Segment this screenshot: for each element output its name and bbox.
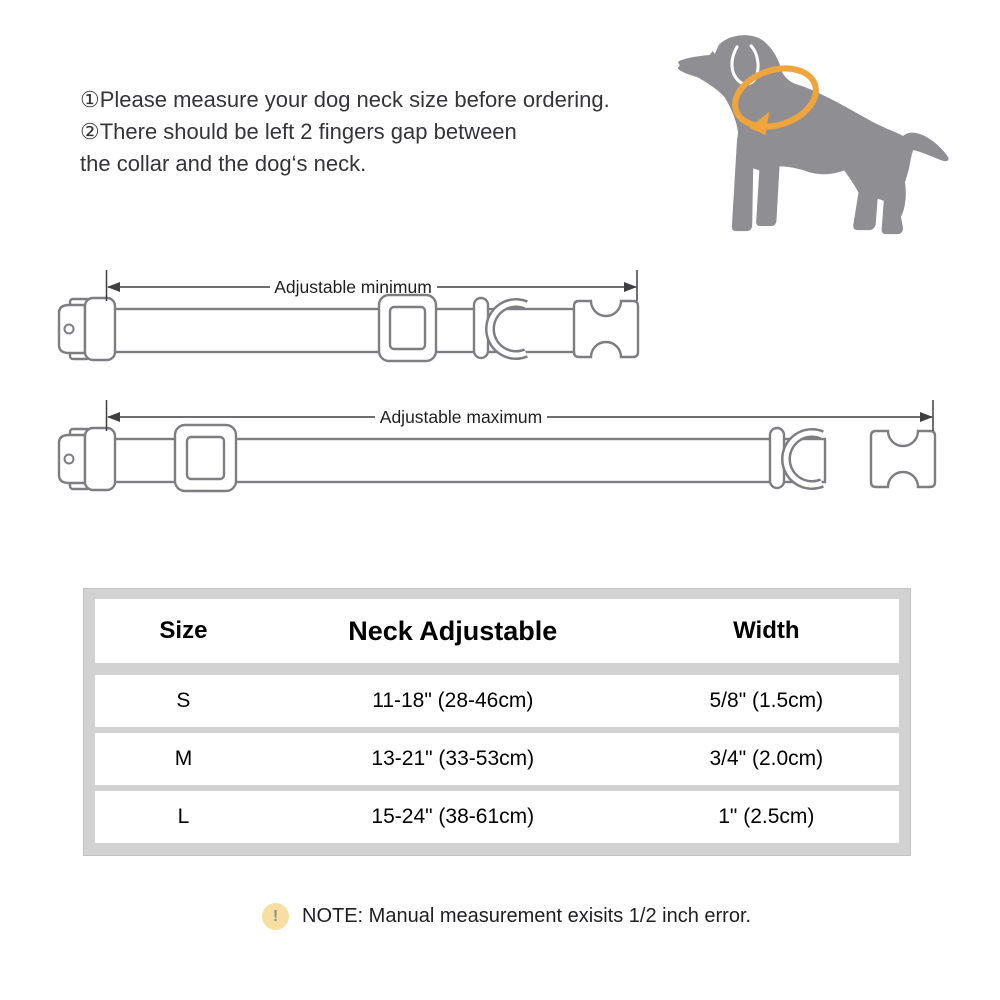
cell-neck: 15-24" (38-61cm) [371, 805, 535, 828]
dog-body [677, 35, 948, 234]
dimension-label-maximum: Adjustable maximum [379, 407, 543, 427]
instruction-step-2: ②There should be left 2 fingers gap between [80, 119, 517, 144]
slider-inner [187, 437, 224, 479]
exclamation-icon: ! [262, 903, 289, 930]
measurement-note [262, 903, 751, 930]
size-chart-table [83, 588, 911, 856]
buckle-hole [65, 455, 74, 464]
cell-width: 3/4" (2.0cm) [709, 747, 824, 770]
table-row-m [95, 733, 899, 785]
table-header-row [95, 599, 899, 663]
dog-figure [652, 18, 986, 262]
arrowhead-left-icon [107, 282, 120, 292]
strap-end-cap [85, 298, 115, 360]
arrowhead-right-icon [920, 412, 933, 422]
arrowhead-left-icon [107, 412, 120, 422]
note-text: NOTE: Manual measurement exisits 1/2 inch error. [302, 905, 752, 927]
collar-diagram-minimum [55, 262, 655, 372]
table-row-s [95, 675, 899, 727]
table-row-l [95, 791, 899, 843]
dog-silhouette-icon [652, 18, 986, 262]
buckle-male [871, 431, 935, 487]
cell-width: 1" (2.5cm) [718, 805, 815, 828]
dimension-label-minimum: Adjustable minimum [274, 277, 432, 297]
collar-strap [111, 309, 579, 352]
measuring-instructions [80, 84, 690, 180]
arrowhead-right-icon [624, 282, 637, 292]
cell-width: 5/8" (1.5cm) [709, 689, 824, 712]
buckle-hole [65, 325, 74, 334]
cell-neck: 11-18" (28-46cm) [372, 689, 534, 712]
strap-end-cap [85, 428, 115, 490]
buckle-male [574, 301, 638, 357]
dog-nose-dot [675, 63, 679, 67]
slider-inner [390, 307, 425, 349]
cell-neck: 13-21" (33-53cm) [371, 747, 535, 770]
instruction-step-1: ①Please measure your dog neck size before ordering. [80, 87, 610, 112]
cell-size: M [174, 747, 193, 770]
cell-size: L [177, 805, 190, 828]
column-header-width: Width [733, 617, 800, 644]
collar-minimum-drawing [55, 262, 655, 372]
cell-size: S [176, 689, 191, 712]
collar-diagram-maximum [55, 392, 947, 502]
column-header-size: Size [159, 617, 208, 644]
instruction-step-2-continued: the collar and the dog‘s neck. [80, 151, 367, 176]
collar-maximum-drawing [55, 392, 947, 502]
column-header-neck-adjustable: Neck Adjustable [348, 615, 558, 646]
